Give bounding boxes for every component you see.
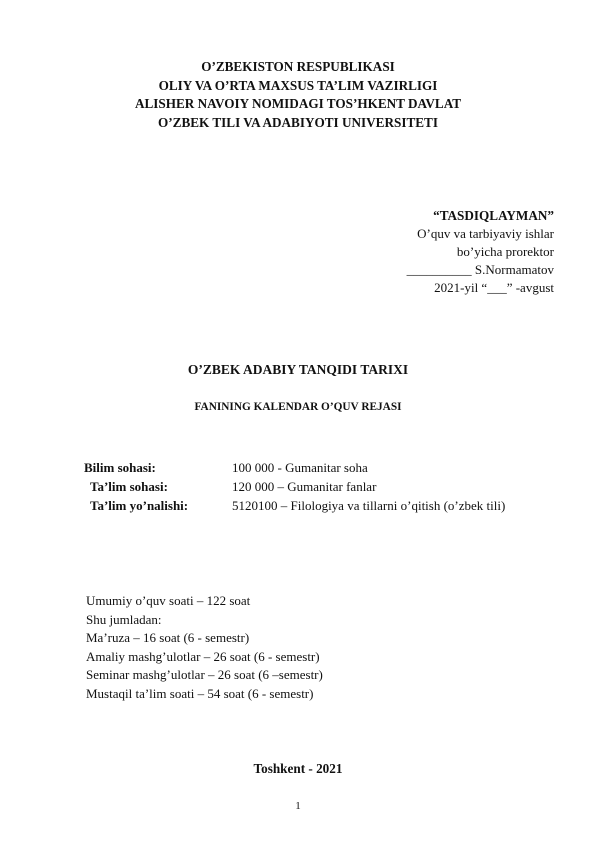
field-label: Bilim sohasi: <box>84 460 156 475</box>
approval-title: “TASDIQLAYMAN” <box>433 208 554 223</box>
page-number: 1 <box>295 800 301 812</box>
field-row-education-direction <box>84 496 505 515</box>
field-value: 100 000 - Gumanitar soha <box>232 460 368 475</box>
header-line-university-1: ALISHER NAVOIY NOMIDAGI TOS’HKENT DAVLAT <box>134 96 462 111</box>
header-line-university-2: O’ZBEK TILI VA ADABIYOTI UNIVERSITETI <box>158 114 438 130</box>
header-line-country: O’ZBEKISTON RESPUBLIKASI <box>201 59 395 74</box>
field-value: 120 000 – Gumanitar fanlar <box>232 479 377 494</box>
city-year: Toshkent - 2021 <box>253 761 343 776</box>
study-hours-list <box>86 592 323 704</box>
field-value: 5120100 – Filologiya va tillarni o’qitish (o’zbek tili) <box>232 498 506 513</box>
course-subtitle: FANINING KALENDAR O’QUV REJASI <box>194 401 402 413</box>
field-row-knowledge-area <box>84 458 505 477</box>
hours-practical: Amaliy mashg’ulotlar – 26 soat (6 - semestr) <box>86 648 320 664</box>
institution-header <box>0 58 596 132</box>
hours-lectures: Ma’ruza – 16 soat (6 - semestr) <box>86 630 250 646</box>
hours-independent: Mustaqil ta’lim soati – 54 soat (6 - semestr) <box>86 685 314 701</box>
header-line-ministry: OLIY VA O’RTA MAXSUS TA’LIM VAZIRLIGI <box>158 77 438 93</box>
hours-including: Shu jumladan: <box>86 611 162 627</box>
approval-line-position-2: bo’yicha prorektor <box>456 244 554 259</box>
approval-line-position-1: O’quv va tarbiyaviy ishlar <box>417 226 554 241</box>
approval-date-line: 2021-yil “___” -avgust <box>434 280 554 295</box>
hours-seminar: Seminar mashg’ulotlar – 26 soat (6 –semestr) <box>86 667 323 683</box>
course-title: O’ZBEK ADABIY TANQIDI TARIXI <box>187 362 409 377</box>
field-label: Ta’lim yo’nalishi: <box>90 498 189 513</box>
field-info-table <box>84 458 505 515</box>
hours-total: Umumiy o’quv soati – 122 soat <box>86 593 251 608</box>
approval-block <box>294 207 554 297</box>
field-row-education-area <box>84 477 505 496</box>
approval-signature-line: __________ S.Normamatov <box>406 262 554 277</box>
field-label: Ta’lim sohasi: <box>90 479 168 494</box>
